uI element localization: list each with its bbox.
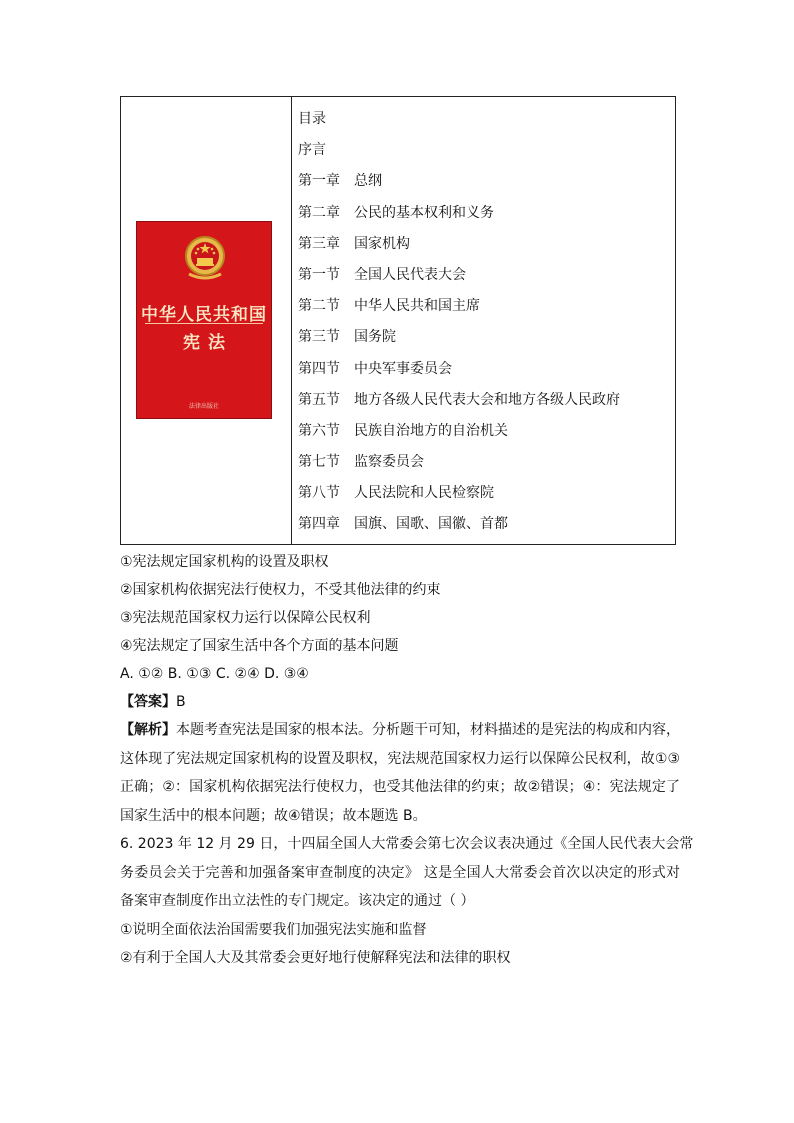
toc-entry (298, 449, 620, 480)
option-4: ④宪法规定了国家生活中各个方面的基本问题 (120, 638, 399, 654)
toc-entry (298, 262, 620, 293)
toc-entry (298, 387, 620, 418)
cover-title: 中华人民共和国 (141, 305, 267, 325)
toc-entry-title: 总纲 (354, 173, 382, 190)
analysis-tag: 【解析】 (120, 722, 176, 738)
toc-entry-title: 监察委员会 (354, 454, 424, 471)
toc-entry-title: 公民的基本权利和义务 (354, 204, 494, 221)
toc-entry-title: 中央军事委员会 (354, 360, 452, 377)
toc-entry-title: 国家机构 (354, 235, 410, 252)
question-6-option-1: ①说明全面依法治国需要我们加强宪法实施和监督 (120, 921, 427, 938)
national-emblem-icon (183, 234, 227, 282)
answer-choices: A. ①② B. ①③ C. ②④ D. ③④ (120, 666, 309, 682)
toc-entry (298, 200, 620, 231)
toc-entry (298, 356, 620, 387)
toc-entry-num: 第六节 (298, 422, 340, 439)
toc-entry-title: 中华人民共和国主席 (354, 298, 480, 315)
toc-entry (298, 106, 620, 137)
toc-entry-title: 国旗、国歌、国徽、首都 (354, 516, 508, 533)
toc-entry-title: 地方各级人民代表大会和地方各级人民政府 (354, 391, 620, 408)
analysis-line: 【解析】本题考查宪法是国家的根本法。分析题干可知，材料描述的是宪法的构成和内容， (120, 722, 680, 738)
toc-entry-num: 第五节 (298, 391, 340, 408)
toc-entry-num: 第七节 (298, 454, 340, 471)
toc-entry-num: 第四章 (298, 516, 340, 533)
toc-entry-num: 第四节 (298, 360, 340, 377)
option-1: ①宪法规定国家机构的设置及职权 (120, 554, 329, 570)
question-body (120, 548, 694, 973)
table-divider (291, 97, 292, 544)
cover-subtitle: 宪法 (183, 333, 233, 353)
question-6-line: 务委员会关于完善和加强备案审查制度的决定》 这是全国人大常委会首次以决定的形式对 (120, 864, 680, 881)
toc-entry-num: 第一章 (298, 173, 340, 190)
toc-entry-num: 序言 (298, 142, 326, 159)
answer-tag: 【答案】 (120, 694, 176, 710)
toc-entry (298, 418, 620, 449)
answer-line (120, 688, 680, 716)
question-6-option-2: ②有利于全国人大及其常委会更好地行使解释宪法和法律的职权 (120, 950, 511, 966)
toc-entry-num: 第一节 (298, 266, 340, 283)
toc-entry-num: 第三节 (298, 329, 340, 346)
table-of-contents (298, 106, 620, 543)
toc-entry (298, 511, 620, 542)
toc-entry-num: 第二节 (298, 298, 340, 315)
constitution-cover-image (136, 221, 272, 419)
toc-entry-num: 目录 (298, 111, 326, 127)
option-3: ③宪法规范国家权力运行以保障公民权利 (120, 610, 371, 626)
toc-entry-title: 国务院 (354, 329, 396, 346)
question-6-line: 备案审查制度作出立法性的专门规定。该决定的通过（ ） (120, 893, 475, 909)
question-6-line: 6. 2023 年 12 月 29 日，十四届全国人大常委会第七次会议表决通过《全国人民代表大会常 (120, 836, 694, 852)
cover-publisher: 法律出版社 (188, 403, 219, 410)
toc-entry-title: 民族自治地方的自治机关 (354, 422, 508, 439)
toc-entry (298, 293, 620, 324)
toc-entry (298, 324, 620, 355)
toc-entry-num: 第八节 (298, 485, 340, 502)
toc-entry-title: 全国人民代表大会 (354, 266, 466, 283)
analysis-paragraph (120, 716, 680, 830)
toc-entry-num: 第三章 (298, 235, 340, 252)
analysis-line: 正确；②：国家机构依据宪法行使权力，也受其他法律的约束；故②错误；④：宪法规定了 (120, 779, 680, 795)
option-2: ②国家机构依据宪法行使权力，不受其他法律的约束 (120, 582, 441, 598)
question-6 (120, 830, 694, 973)
toc-entry (298, 480, 620, 511)
constitution-table (120, 96, 676, 545)
toc-entry-title: 人民法院和人民检察院 (354, 485, 494, 502)
toc-entry (298, 168, 620, 199)
toc-entry-num: 第二章 (298, 204, 340, 221)
toc-entry (298, 137, 620, 168)
analysis-line: 这体现了宪法规定国家机构的设置及职权，宪法规范国家权力运行以保障公民权利，故①③ (120, 750, 680, 767)
answer-value: B (176, 694, 186, 710)
toc-entry (298, 231, 620, 262)
cover-rule (145, 323, 263, 324)
analysis-line: 国家生活中的根本问题；故④错误；故本题选 B。 (120, 807, 427, 824)
